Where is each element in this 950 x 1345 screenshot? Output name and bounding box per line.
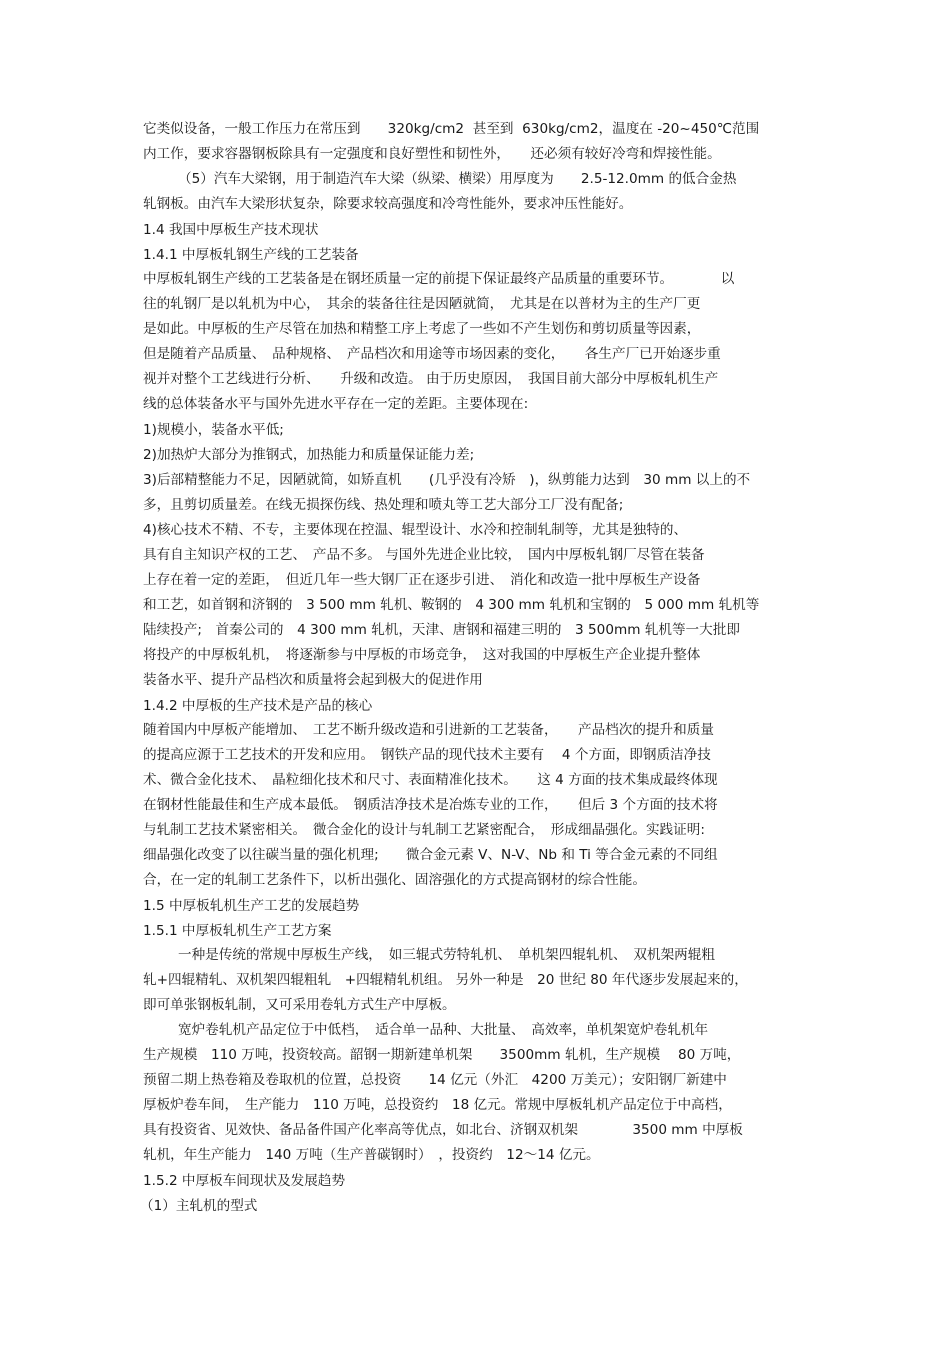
text-line: 上存在着一定的差距， 但近几年一些大钢厂正在逐步引进、 消化和改造一批中厚板生产设备 (143, 572, 701, 588)
text-line: 一种是传统的常规中厚板生产线， 如三辊式劳特轧机、 单机架四辊轧机、 双机架两辊粗 (178, 947, 715, 963)
list-item: 1)规模小，装备水平低; (143, 422, 284, 438)
section-heading: 1.4 我国中厚板生产技术现状 (143, 222, 319, 238)
text-line: 的提高应源于工艺技术的开发和应用。 钢铁产品的现代技术主要有 4 个方面，即钢质洁净技 (143, 747, 711, 763)
text-line: 陆续投产; 首秦公司的 4 300 mm 轧机，天津、唐钢和福建三明的 3 500mm 轧机等一大批即 (143, 622, 740, 638)
text-line: 和工艺，如首钢和济钢的 3 500 mm 轧机、鞍钢的 4 300 mm 轧机和宝钢的 5 000 mm 轧机等 (143, 597, 760, 613)
text-line: （5）汽车大梁钢，用于制造汽车大梁（纵梁、横梁）用厚度为 2.5-12.0mm 的低合金热 (178, 171, 737, 187)
text-line: 具有自主知识产权的工艺、 产品不多。 与国外先进企业比较， 国内中厚板轧钢厂尽管在装备 (143, 547, 705, 563)
text-line: 厚板炉卷车间， 生产能力 110 万吨，总投资约 18 亿元。常规中厚板轧机产品定位于中高档， (143, 1097, 732, 1113)
text-line: 具有投资省、见效快、备品备件国产化率高等优点，如北台、济钢双机架 3500 mm 中厚板 (143, 1122, 743, 1138)
text-line: 轧钢板。由汽车大梁形状复杂，除要求较高强度和冷弯性能外，要求冲压性能好。 (143, 196, 633, 212)
text-line: 术、微合金化技术、 晶粒细化技术和尺寸、表面精准化技术。 这 4 方面的技术集成最终体现 (143, 772, 718, 788)
text-line: 在钢材性能最佳和生产成本最低。 钢质洁净技术是冶炼专业的工作， 但后 3 个方面的技术将 (143, 797, 718, 813)
text-line: 随着国内中厚板产能增加、 工艺不断升级改造和引进新的工艺装备， 产品档次的提升和质量 (143, 722, 714, 738)
text-line: 是如此。中厚板的生产尽管在加热和精整工序上考虑了一些如不产生划伤和剪切质量等因素， (143, 321, 701, 337)
text-line: 细晶强化改变了以往碳当量的强化机理; 微合金元素 V、N-V、Nb 和 Ti 等合金元素的不同组 (143, 847, 718, 863)
text-line: 中厚板轧钢生产线的工艺装备是在钢坯质量一定的前提下保证最终产品质量的重要环节。 以 (143, 271, 735, 287)
text-line: 但是随着产品质量、 品种规格、 产品档次和用途等市场因素的变化， 各生产厂已开始逐步重 (143, 346, 721, 362)
text-line: 将投产的中厚板轧机， 将逐渐参与中厚板的市场竞争， 这对我国的中厚板生产企业提升整体 (143, 647, 701, 663)
text-line: 多，且剪切质量差。在线无损探伤线、热处理和喷丸等工艺大部分工厂没有配备; (143, 497, 624, 513)
subsection-heading: 1.4.1 中厚板轧钢生产线的工艺装备 (143, 247, 359, 263)
subsection-heading: 1.5.2 中厚板车间现状及发展趋势 (143, 1173, 346, 1189)
text-line: 预留二期上热卷箱及卷取机的位置，总投资 14 亿元（外汇 4200 万美元）；安阳钢厂新建中 (143, 1072, 727, 1088)
text-line: 它类似设备，一般工作压力在常压到 320kg/cm2 甚至到 630kg/cm2，温度在 -20~450℃范围 (143, 121, 760, 137)
text-line: 合，在一定的轧制工艺条件下，以析出强化、固溶强化的方式提高钢材的综合性能。 (143, 872, 646, 888)
text-line: 装备水平、提升产品档次和质量将会起到极大的促进作用 (143, 672, 483, 688)
text-line: 往的轧钢厂是以轧机为中心， 其余的装备往往是因陋就简， 尤其是在以普材为主的生产厂更 (143, 296, 701, 312)
list-item: 3)后部精整能力不足，因陋就简，如矫直机 (几乎没有冷矫 )，纵剪能力达到 30 mm 以上的不 (143, 472, 751, 488)
text-line: 即可单张钢板轧制，又可采用卷轧方式生产中厚板。 (143, 997, 456, 1013)
text-line: （1）主轧机的型式 (140, 1198, 258, 1214)
text-line: 轧+四辊精轧、双机架四辊粗轧 +四辊精轧机组。 另外一种是 20 世纪 80 年代逐步发展起来的， (143, 972, 748, 988)
text-line: 生产规模 110 万吨，投资较高。韶钢一期新建单机架 3500mm 轧机，生产规模 80 万吨， (143, 1047, 741, 1063)
list-item: 2)加热炉大部分为推钢式，加热能力和质量保证能力差; (143, 447, 475, 463)
list-item: 4)核心技术不精、不专，主要体现在控温、辊型设计、水冷和控制轧制等，尤其是独特的、 (143, 522, 688, 538)
text-line: 线的总体装备水平与国外先进水平存在一定的差距。主要体现在: (143, 396, 529, 412)
text-line: 内工作，要求容器钢板除具有一定强度和良好塑性和韧性外， 还必须有较好冷弯和焊接性能。 (143, 146, 721, 162)
text-line: 视并对整个工艺线进行分析、 升级和改造。 由于历史原因， 我国目前大部分中厚板轧机生产 (143, 371, 719, 387)
subsection-heading: 1.5.1 中厚板轧机生产工艺方案 (143, 923, 332, 939)
text-line: 宽炉卷轧机产品定位于中低档， 适合单一品种、大批量、 高效率，单机架宽炉卷轧机年 (178, 1022, 709, 1038)
text-line: 轧机，年生产能力 140 万吨（生产普碳钢时） ，投资约 12～14 亿元。 (143, 1147, 600, 1163)
section-heading: 1.5 中厚板轧机生产工艺的发展趋势 (143, 898, 360, 914)
text-line: 与轧制工艺技术紧密相关。 微合金化的设计与轧制工艺紧密配合， 形成细晶强化。实践证明: (143, 822, 705, 838)
subsection-heading: 1.4.2 中厚板的生产技术是产品的核心 (143, 698, 373, 714)
